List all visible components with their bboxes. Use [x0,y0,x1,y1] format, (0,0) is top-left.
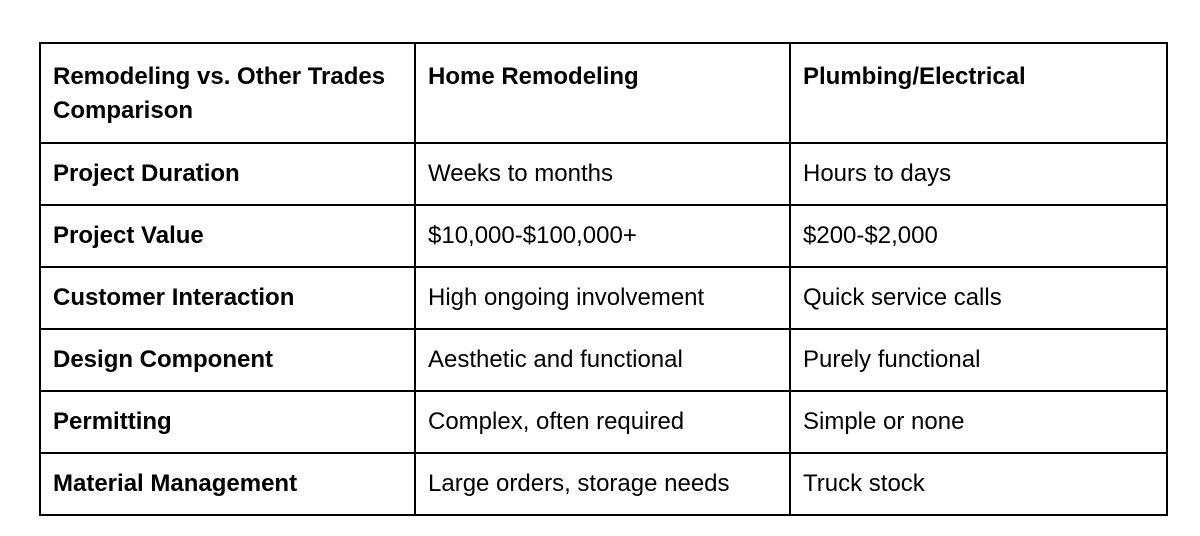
table-cell: $200-$2,000 [790,205,1167,267]
comparison-table [39,42,1168,516]
table-cell: Quick service calls [790,267,1167,329]
header-cell: Plumbing/Electrical [790,43,1167,143]
table-row [40,329,1167,391]
table-row [40,205,1167,267]
row-label: Project Value [40,205,415,267]
table-row [40,143,1167,205]
table-cell: Large orders, storage needs [415,453,790,515]
header-cell: Home Remodeling [415,43,790,143]
table-cell: $10,000-$100,000+ [415,205,790,267]
table-cell: Purely functional [790,329,1167,391]
header-cell: Remodeling vs. Other Trades Comparison [40,43,415,143]
table-cell: Aesthetic and functional [415,329,790,391]
row-label: Project Duration [40,143,415,205]
row-label: Material Management [40,453,415,515]
table-cell: Simple or none [790,391,1167,453]
table-cell: Weeks to months [415,143,790,205]
table-cell: Complex, often required [415,391,790,453]
table-row [40,267,1167,329]
table-header-row [40,43,1167,143]
row-label: Customer Interaction [40,267,415,329]
table-row [40,391,1167,453]
row-label: Permitting [40,391,415,453]
table-row [40,453,1167,515]
table-cell: Truck stock [790,453,1167,515]
row-label: Design Component [40,329,415,391]
table-cell: High ongoing involvement [415,267,790,329]
table-cell: Hours to days [790,143,1167,205]
